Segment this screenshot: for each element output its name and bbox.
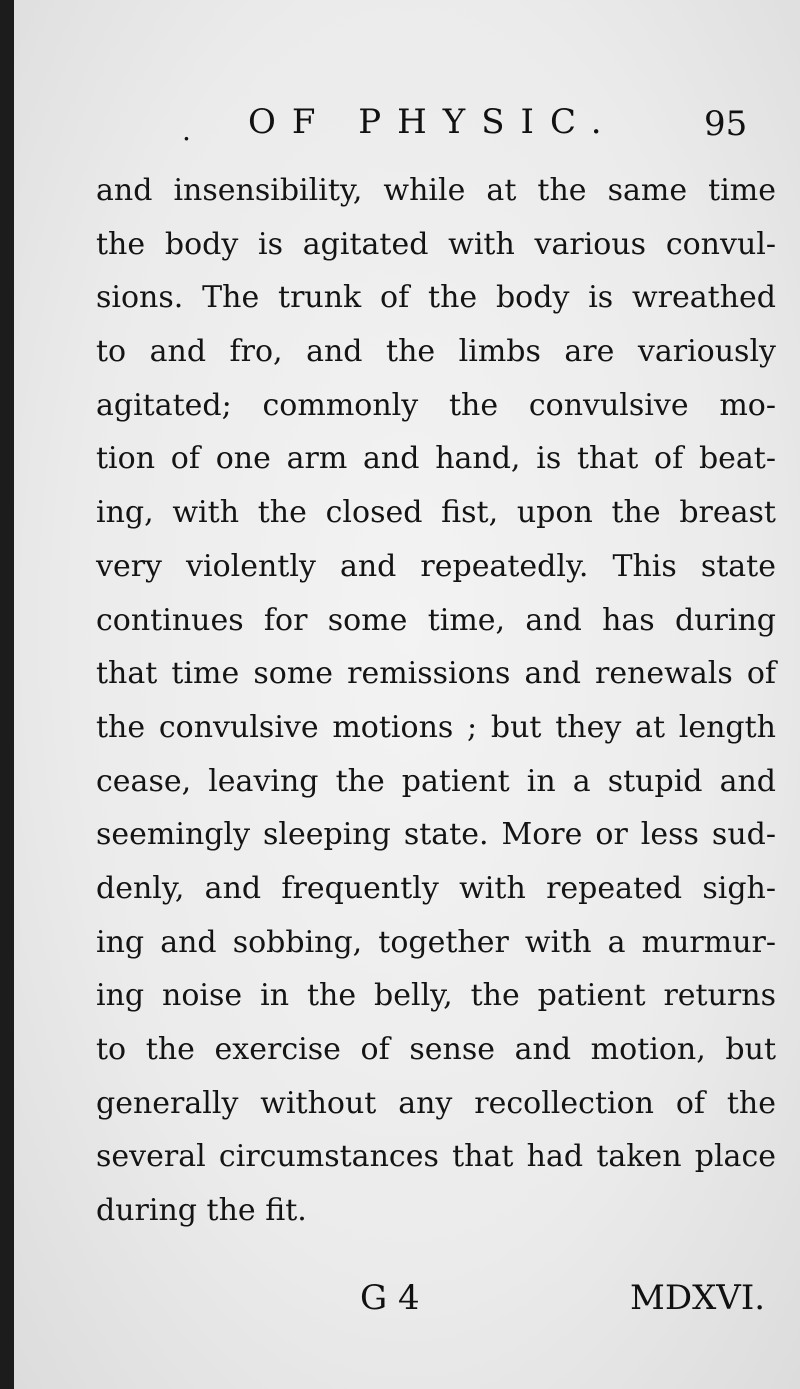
text-line: generally without any recollection of the bbox=[96, 1085, 776, 1121]
text-line: very violently and repeatedly. This state bbox=[96, 548, 776, 584]
text-line: seemingly sleeping state. More or less sud- bbox=[96, 817, 776, 853]
text-line: tion of one arm and hand, is that of beat- bbox=[96, 441, 776, 477]
text-line: during the fit. bbox=[96, 1193, 307, 1229]
text-line: that time some remissions and renewals of bbox=[96, 656, 776, 692]
text-line: and insensibility, while at the same time bbox=[96, 173, 776, 208]
body-text bbox=[96, 164, 776, 1238]
page-footer bbox=[14, 1276, 800, 1326]
text-line: ing noise in the belly, the patient returns bbox=[96, 978, 776, 1014]
text-line: agitated; commonly the convulsive mo- bbox=[96, 387, 776, 423]
text-line: to the exercise of sense and motion, but bbox=[96, 1032, 776, 1067]
text-line: cease, leaving the patient in a stupid and bbox=[96, 763, 776, 799]
text-line: ing, with the closed fist, upon the breast bbox=[96, 495, 776, 531]
catchword: MDXVI. bbox=[630, 1278, 766, 1318]
text-line: to and fro, and the limbs are variously bbox=[96, 334, 776, 370]
signature-mark: G 4 bbox=[360, 1278, 420, 1318]
text-line: denly, and frequently with repeated sigh- bbox=[96, 870, 776, 906]
text-line: ing and sobbing, together with a murmur- bbox=[96, 924, 776, 960]
text-line: the convulsive motions ; but they at length bbox=[96, 709, 776, 745]
text-line: continues for some time, and has during bbox=[96, 602, 776, 638]
text-line: several circumstances that had taken place bbox=[96, 1139, 776, 1175]
book-page bbox=[14, 0, 800, 1389]
running-head-title: OF PHYSIC. bbox=[248, 102, 618, 142]
text-line: sions. The trunk of the body is wreathed bbox=[96, 280, 776, 316]
text-line: the body is agitated with various convul- bbox=[96, 226, 776, 262]
running-head bbox=[14, 96, 800, 146]
running-head-dot: . bbox=[182, 114, 191, 147]
page-number: 95 bbox=[704, 104, 748, 144]
